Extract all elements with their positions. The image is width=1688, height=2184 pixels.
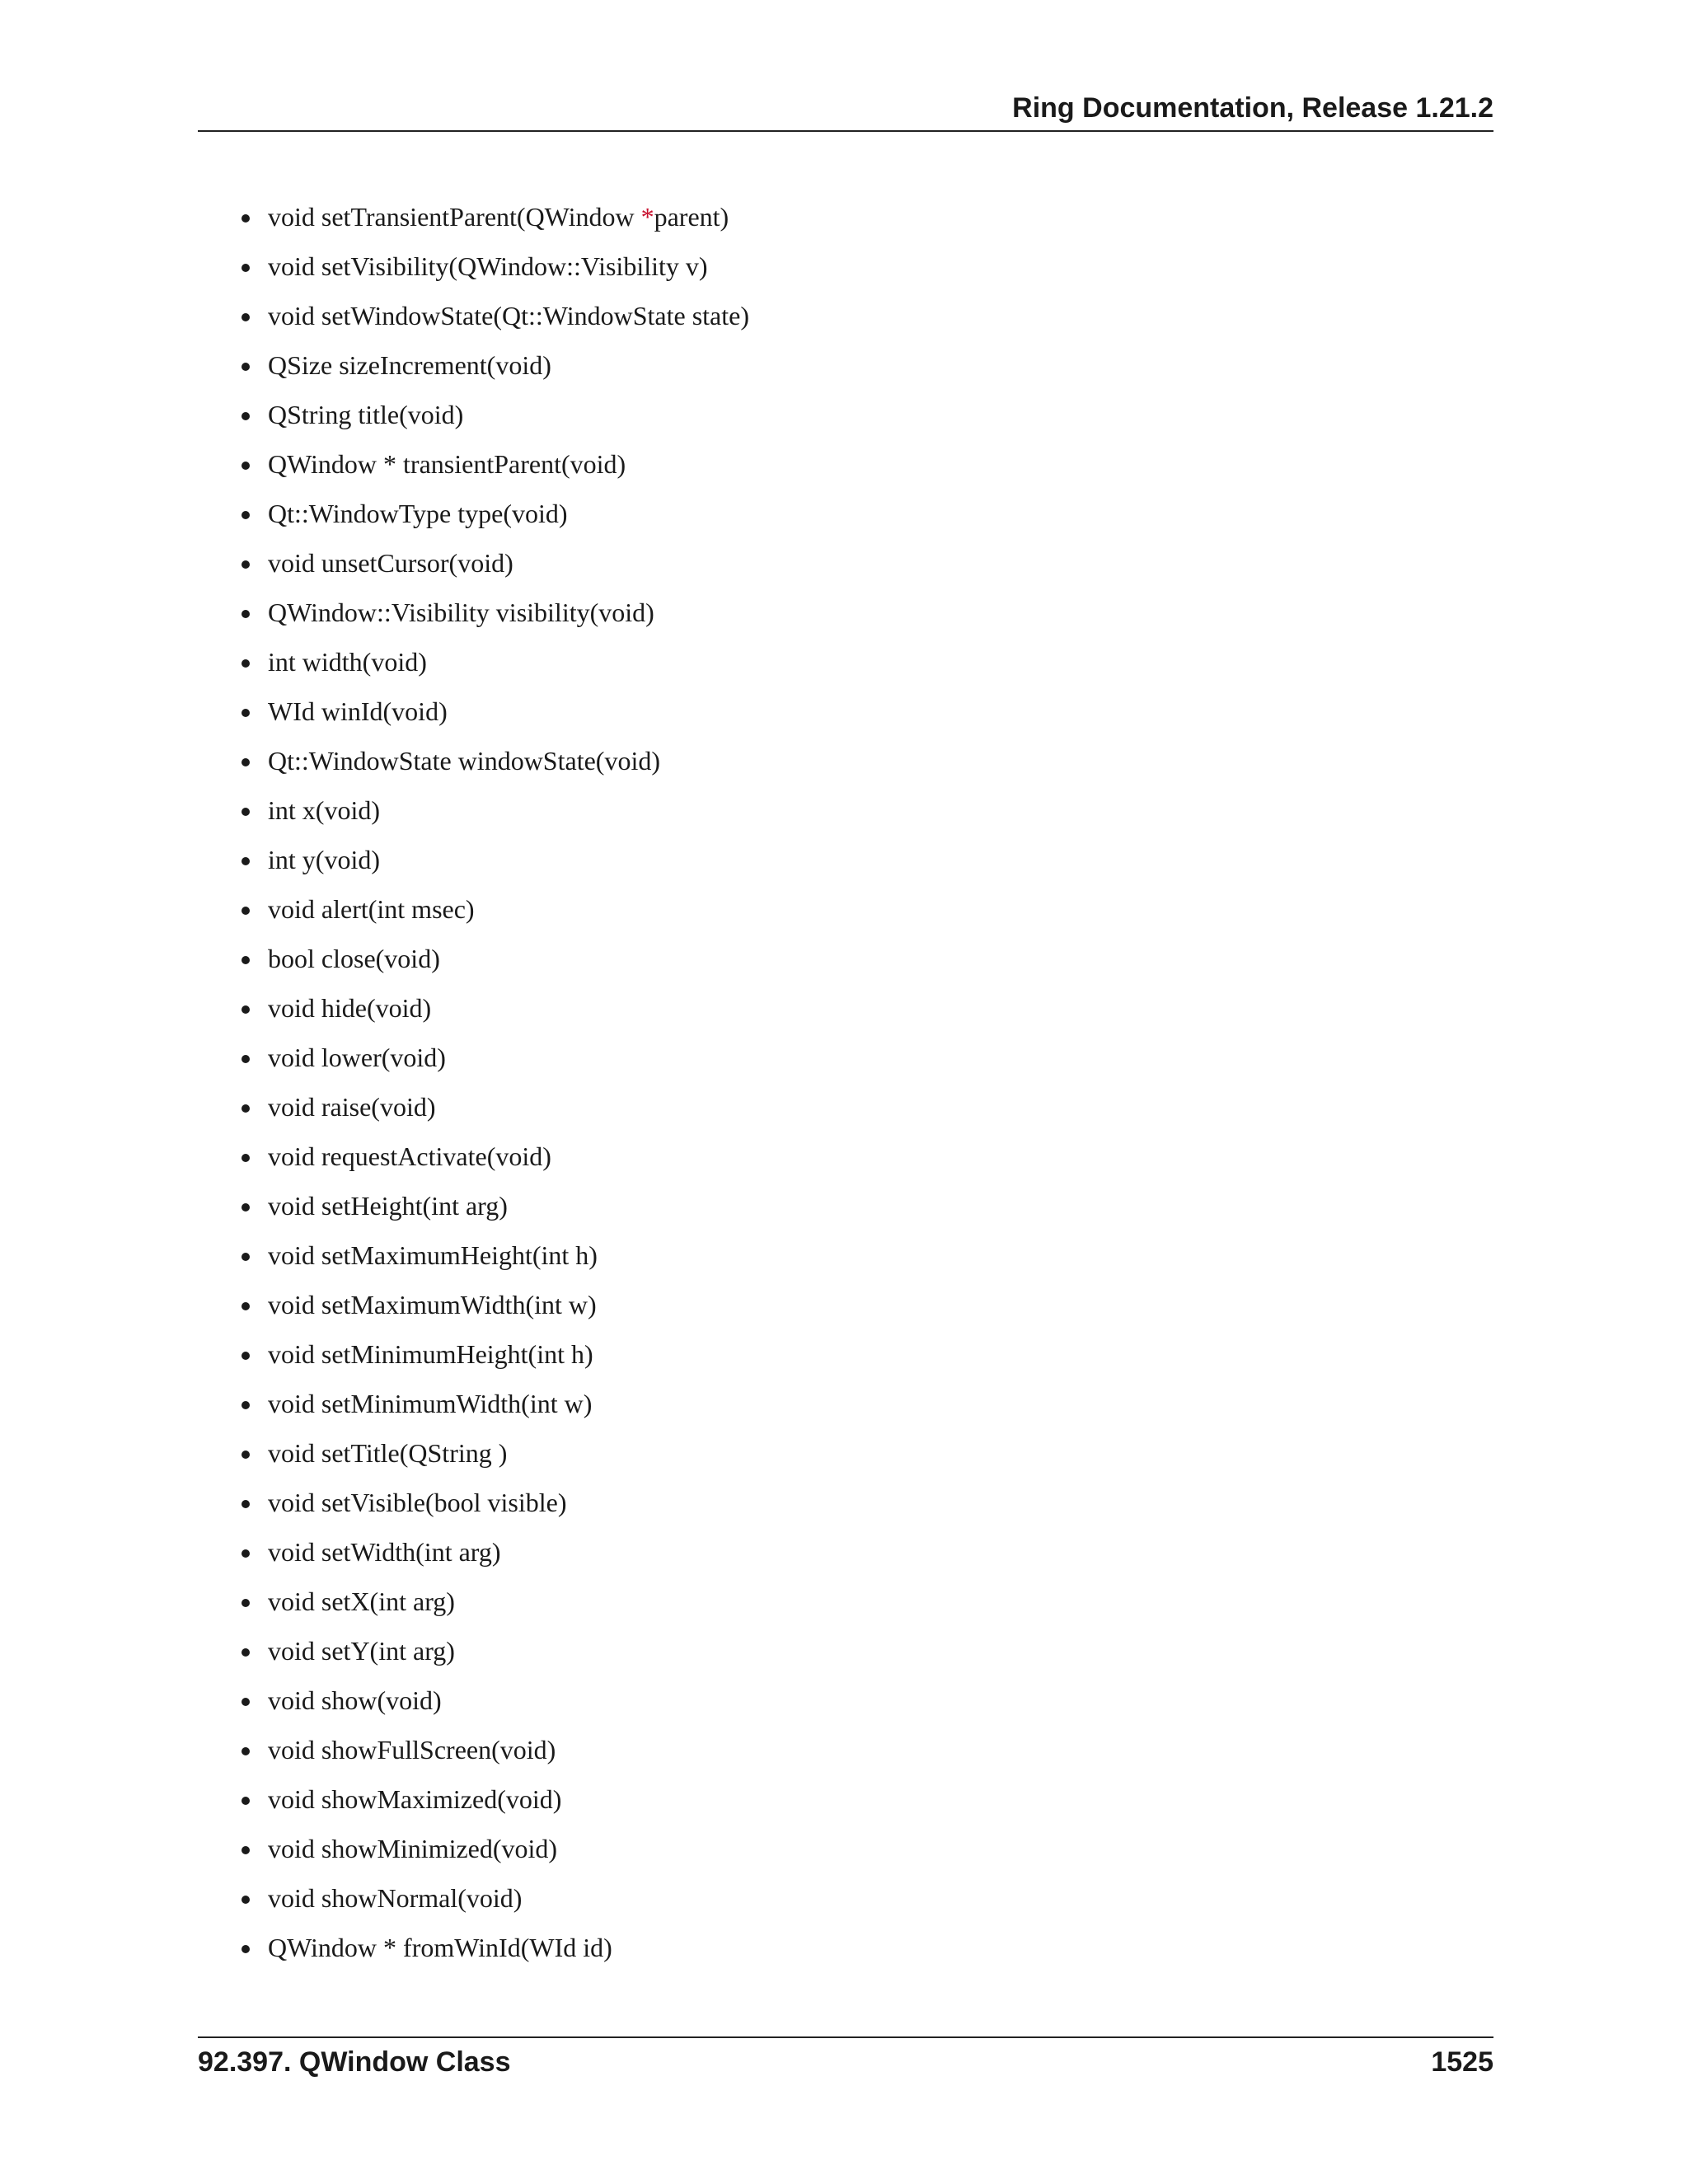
method-signature-rest: parent) (654, 202, 729, 232)
method-signature: void setVisibility(QWindow::Visibility v) (268, 251, 708, 281)
bullet-icon (241, 1401, 250, 1409)
bullet-icon (241, 709, 250, 717)
bullet-icon (241, 1005, 250, 1014)
method-signature: void alert(int msec) (268, 894, 475, 924)
bullet-icon (241, 956, 250, 964)
list-item (239, 890, 749, 940)
bullet-icon (241, 363, 250, 371)
method-signature: void raise(void) (268, 1092, 436, 1122)
document-title: Ring Documentation, Release 1.21.2 (1012, 92, 1493, 124)
list-item (239, 593, 749, 643)
list-item (239, 247, 749, 297)
bullet-icon (241, 462, 250, 470)
list-item (239, 791, 749, 841)
list-item (239, 1236, 749, 1286)
bullet-icon (241, 1154, 250, 1162)
list-item (239, 494, 749, 544)
method-signature: void setWindowState(Qt::WindowState state) (268, 301, 749, 330)
method-signature: void show(void) (268, 1685, 442, 1715)
page-footer (198, 2036, 1493, 2088)
list-item (239, 989, 749, 1038)
list-item (239, 1483, 749, 1533)
bullet-icon (241, 1648, 250, 1657)
list-item (239, 1335, 749, 1385)
page-header (198, 89, 1493, 132)
bullet-icon (241, 1846, 250, 1854)
method-signature: void setMaximumWidth(int w) (268, 1290, 597, 1319)
list-item (239, 1632, 749, 1681)
method-signature: void setY(int arg) (268, 1636, 455, 1666)
bullet-icon (241, 412, 250, 420)
method-signature: void requestActivate(void) (268, 1141, 551, 1171)
list-item (239, 841, 749, 890)
bullet-icon (241, 264, 250, 272)
bullet-icon (241, 214, 250, 223)
bullet-icon (241, 1599, 250, 1607)
list-item (239, 445, 749, 494)
bullet-icon (241, 1055, 250, 1063)
section-title: 92.397. QWindow Class (198, 2046, 511, 2078)
list-item (239, 1582, 749, 1632)
method-signature: void showMinimized(void) (268, 1834, 558, 1863)
method-signature: void setX(int arg) (268, 1586, 455, 1616)
method-signature: int y(void) (268, 845, 380, 874)
method-signature: Qt::WindowState windowState(void) (268, 746, 660, 776)
list-item (239, 692, 749, 742)
list-item (239, 544, 749, 593)
bullet-icon (241, 560, 250, 569)
bullet-icon (241, 857, 250, 865)
method-signature: void setHeight(int arg) (268, 1191, 508, 1221)
bullet-icon (241, 907, 250, 915)
bullet-icon (241, 610, 250, 618)
bullet-icon (241, 808, 250, 816)
method-signature: QWindow * fromWinId(WId id) (268, 1933, 612, 1962)
list-item (239, 1137, 749, 1187)
list-item (239, 1929, 749, 1978)
method-signature: int x(void) (268, 795, 380, 825)
bullet-icon (241, 1797, 250, 1805)
method-signature: QString title(void) (268, 400, 464, 429)
method-signature: void setMinimumWidth(int w) (268, 1389, 593, 1418)
method-signature: void unsetCursor(void) (268, 548, 513, 578)
method-signature: bool close(void) (268, 944, 440, 973)
list-item (239, 643, 749, 692)
method-signature: void hide(void) (268, 993, 432, 1023)
bullet-icon (241, 511, 250, 519)
method-signature: void showMaximized(void) (268, 1784, 562, 1814)
method-signature: QSize sizeIncrement(void) (268, 350, 551, 380)
list-item (239, 346, 749, 396)
list-item (239, 1038, 749, 1088)
method-signature: QWindow * transientParent(void) (268, 449, 626, 479)
bullet-icon (241, 313, 250, 321)
bullet-icon (241, 1945, 250, 1953)
bullet-icon (241, 1253, 250, 1261)
method-signature: void setTransientParent(QWindow (268, 202, 641, 232)
list-item (239, 1731, 749, 1780)
pointer-asterisk: * (640, 202, 654, 232)
list-item (239, 198, 749, 247)
method-signature: void setMinimumHeight(int h) (268, 1339, 593, 1369)
bullet-icon (241, 1451, 250, 1459)
bullet-icon (241, 1747, 250, 1755)
bullet-icon (241, 1500, 250, 1508)
method-signature: QWindow::Visibility visibility(void) (268, 598, 654, 627)
method-signature: int width(void) (268, 647, 427, 677)
list-item (239, 1088, 749, 1137)
method-signature: void showFullScreen(void) (268, 1735, 556, 1765)
list-item (239, 1187, 749, 1236)
list-item (239, 1434, 749, 1483)
bullet-icon (241, 1549, 250, 1558)
list-item (239, 1533, 749, 1582)
list-item (239, 1286, 749, 1335)
list-item (239, 1385, 749, 1434)
list-item (239, 1879, 749, 1929)
bullet-icon (241, 1203, 250, 1212)
method-signature: WId winId(void) (268, 696, 448, 726)
bullet-icon (241, 758, 250, 766)
method-signature: void setVisible(bool visible) (268, 1488, 567, 1517)
bullet-icon (241, 1352, 250, 1360)
method-list (239, 198, 749, 1978)
method-signature: void setWidth(int arg) (268, 1537, 501, 1567)
method-signature: void showNormal(void) (268, 1883, 523, 1913)
method-signature: Qt::WindowType type(void) (268, 499, 568, 528)
page-number: 1525 (1431, 2046, 1493, 2078)
list-item (239, 1780, 749, 1830)
list-item (239, 1830, 749, 1879)
bullet-icon (241, 1896, 250, 1904)
list-item (239, 940, 749, 989)
bullet-icon (241, 1104, 250, 1113)
bullet-icon (241, 659, 250, 668)
method-signature: void setTitle(QString ) (268, 1438, 508, 1468)
list-item (239, 742, 749, 791)
bullet-icon (241, 1302, 250, 1310)
list-item (239, 297, 749, 346)
list-item (239, 396, 749, 445)
method-signature: void lower(void) (268, 1043, 446, 1072)
list-item (239, 1681, 749, 1731)
method-signature: void setMaximumHeight(int h) (268, 1240, 598, 1270)
bullet-icon (241, 1698, 250, 1706)
